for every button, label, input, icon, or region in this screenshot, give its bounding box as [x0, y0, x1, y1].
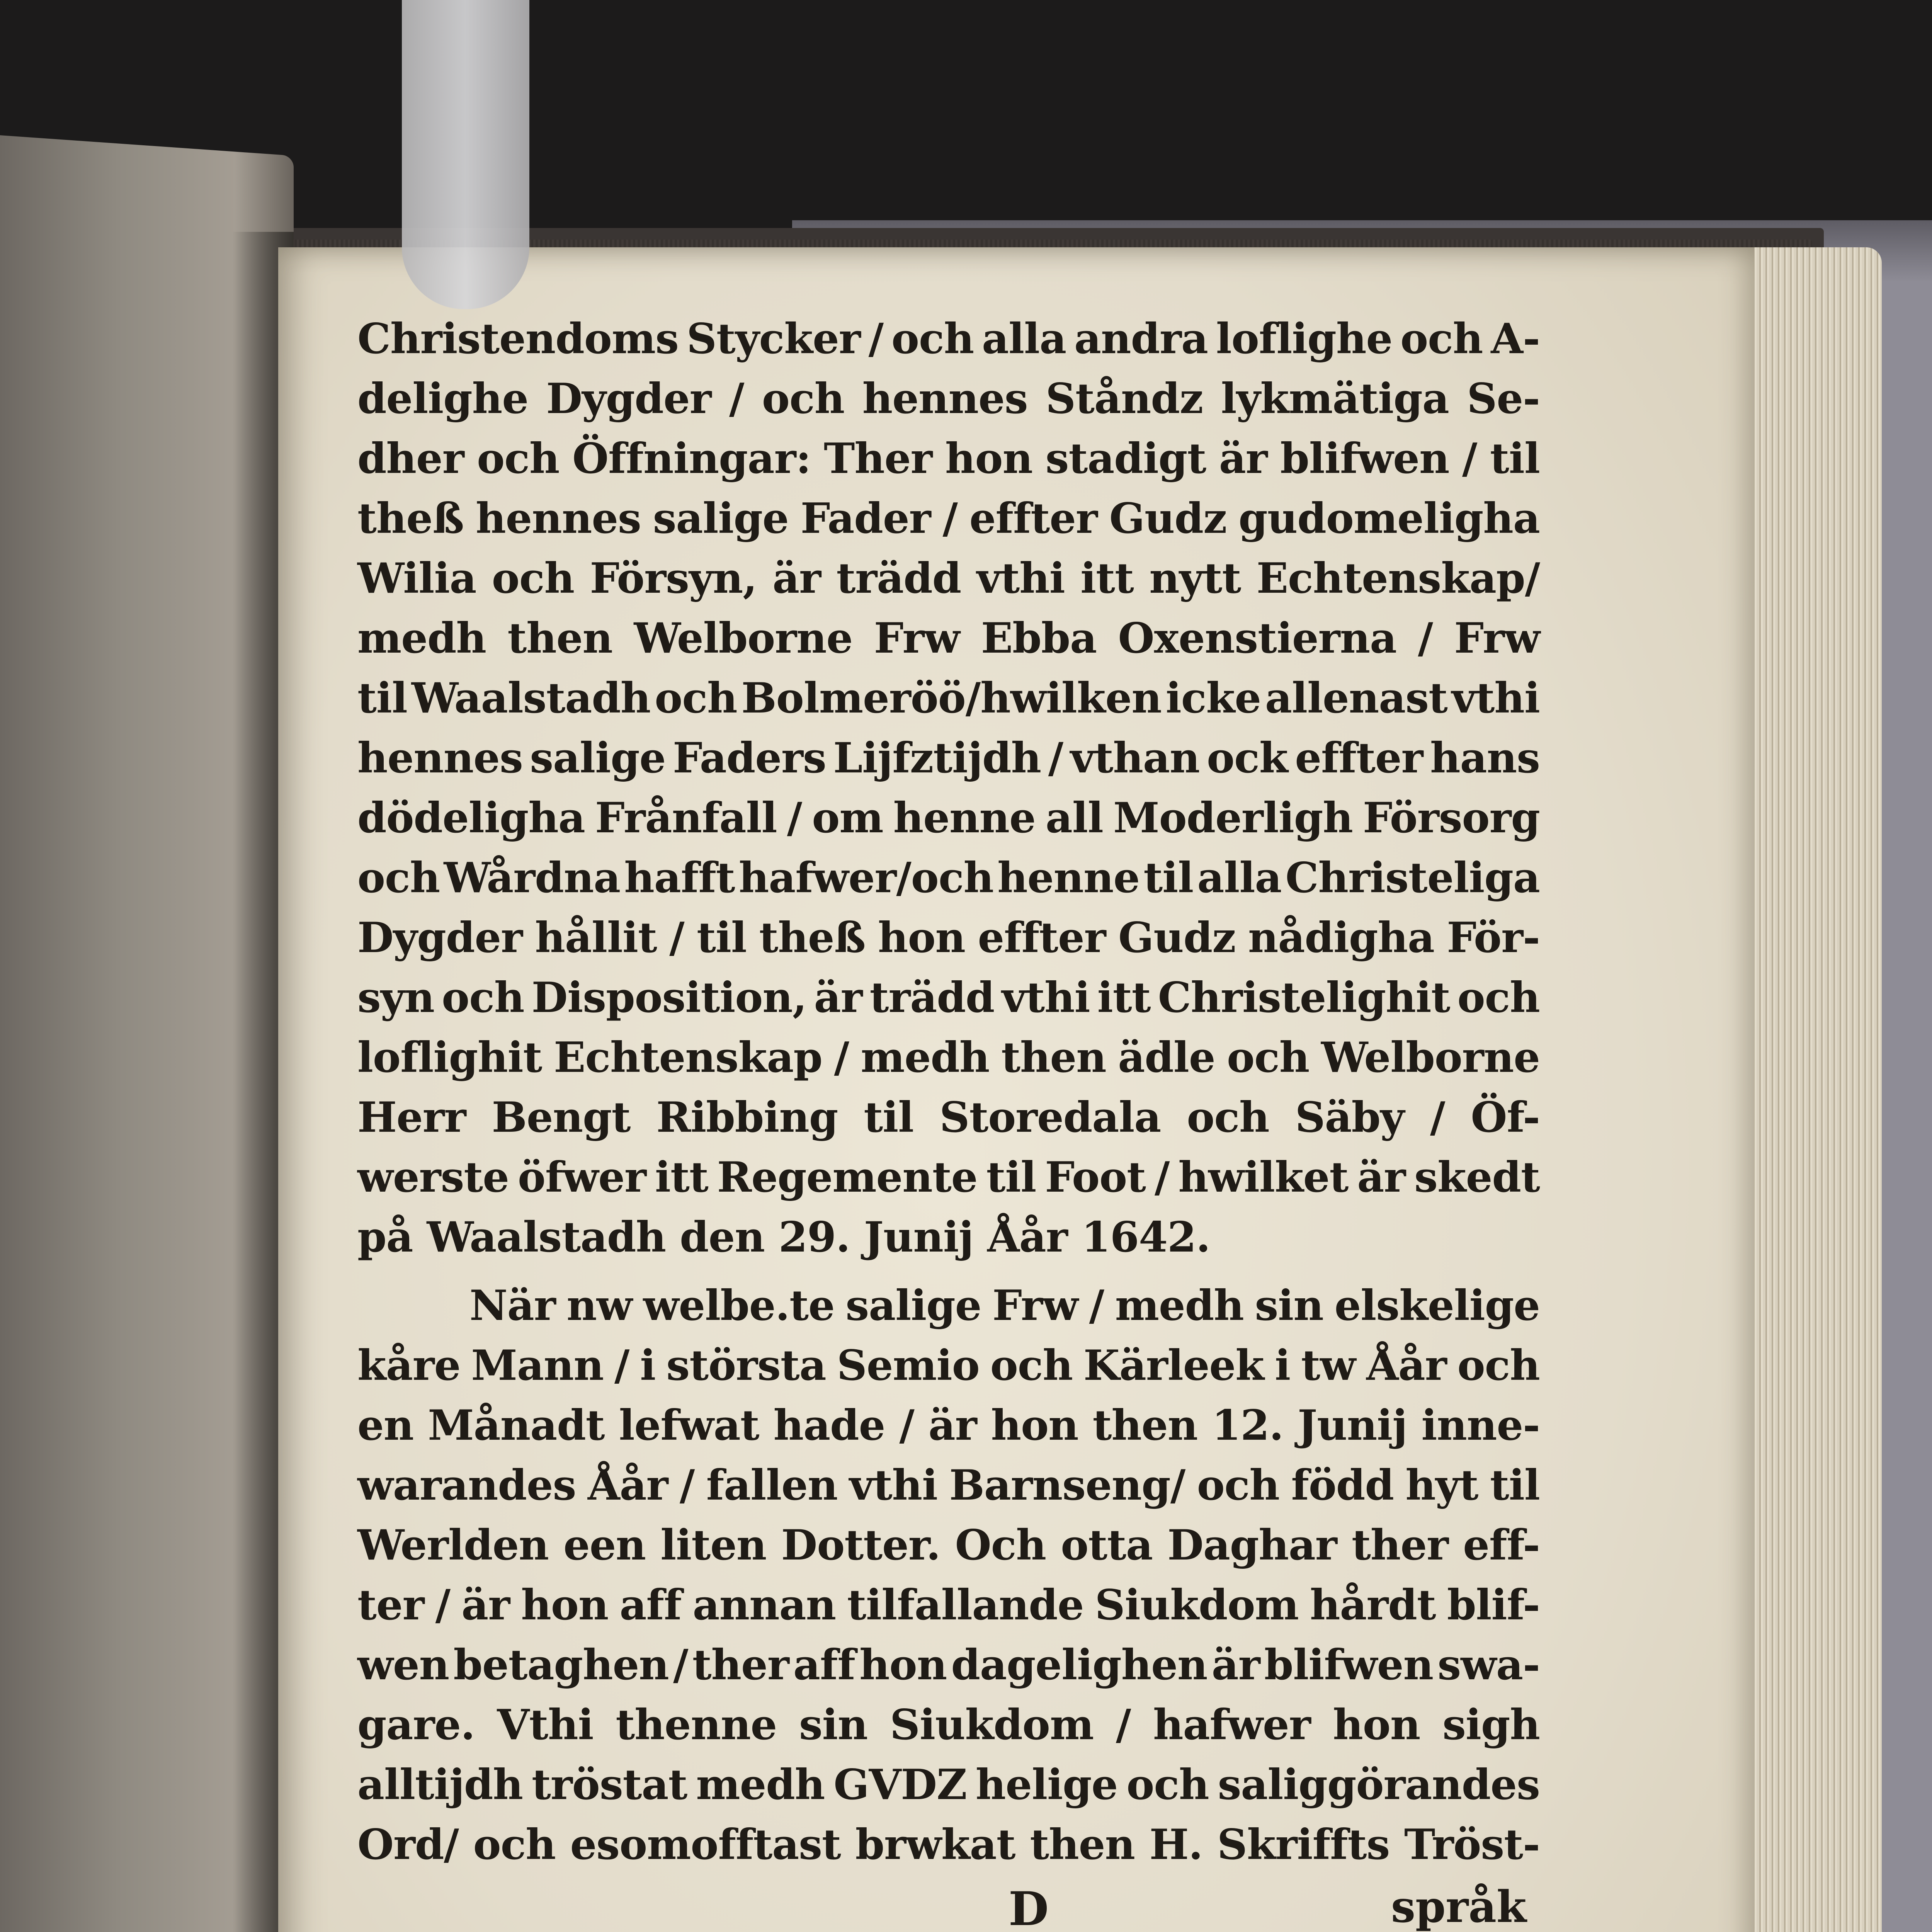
word: icke	[1165, 674, 1261, 723]
word: och	[1457, 973, 1540, 1022]
word: och	[1187, 1093, 1269, 1142]
word: är	[461, 1581, 510, 1629]
text-line	[357, 1456, 1540, 1515]
word: hon	[859, 1641, 947, 1689]
word: A-	[1491, 315, 1540, 363]
word: /	[899, 1401, 914, 1450]
word: är	[814, 973, 862, 1022]
text-line	[357, 1028, 1540, 1088]
text-line	[357, 1148, 1540, 1208]
word: Och	[955, 1521, 1046, 1570]
word: sin	[799, 1701, 868, 1749]
text-line	[357, 1635, 1540, 1695]
word: esomofftast	[570, 1820, 841, 1869]
word: medh	[1115, 1281, 1244, 1330]
word: /	[1048, 734, 1063, 782]
word: Frånfall	[595, 794, 777, 842]
word: /	[1116, 1701, 1131, 1749]
word: Siukdom	[1095, 1581, 1299, 1629]
word: hafwer	[1153, 1701, 1311, 1749]
word: Foot	[1045, 1153, 1146, 1202]
word: Echtenskap	[554, 1033, 822, 1082]
signature-mark: D	[1009, 1882, 1049, 1932]
word: til	[357, 674, 407, 723]
word: liten	[660, 1521, 767, 1570]
word: Mann	[471, 1341, 604, 1390]
word: brwkat	[855, 1820, 1015, 1869]
word: alla	[1197, 854, 1282, 902]
word: theß	[759, 913, 866, 962]
word: Wårdna	[444, 854, 621, 902]
word: och	[1197, 1461, 1280, 1510]
word: tilfallande	[847, 1581, 1084, 1629]
word: hon	[878, 913, 966, 962]
word: Ord/	[357, 1820, 459, 1869]
word: dher	[357, 434, 464, 483]
word: i	[1275, 1341, 1291, 1390]
word: vthi	[976, 554, 1065, 603]
text-line	[357, 1755, 1540, 1815]
word: skedt	[1414, 1153, 1540, 1202]
word: kåre	[357, 1341, 461, 1390]
word: til	[1490, 434, 1540, 483]
word: Ribbing	[656, 1093, 838, 1142]
word: til	[697, 913, 747, 962]
text-line	[357, 1396, 1540, 1456]
word: Gudz	[1118, 913, 1236, 962]
word: syn	[357, 973, 435, 1022]
word: Disposition,	[531, 973, 807, 1022]
word: Frw	[992, 1281, 1078, 1330]
word: fallen	[706, 1461, 838, 1510]
word: medh	[357, 614, 486, 663]
word: medh	[696, 1760, 825, 1809]
word: Regemente	[717, 1153, 978, 1202]
word: Junij	[864, 1213, 973, 1262]
word: Ebba	[981, 614, 1097, 663]
word: och	[891, 315, 974, 363]
word: werste	[357, 1153, 509, 1202]
text-line	[357, 309, 1540, 369]
word: salige	[845, 1281, 981, 1330]
word: hennes	[476, 494, 641, 543]
text-line	[357, 1695, 1540, 1755]
word: Tröst-	[1404, 1820, 1540, 1869]
word: ädle	[1118, 1033, 1215, 1082]
word: loflighit	[357, 1033, 542, 1082]
word: vthi	[1002, 973, 1090, 1022]
word: Försorg	[1363, 794, 1540, 842]
word: Åår	[987, 1213, 1068, 1262]
word: är	[1219, 434, 1267, 483]
word: een	[563, 1521, 646, 1570]
printed-text-block	[357, 309, 1540, 1875]
word: wen	[357, 1641, 449, 1689]
catchword: språk	[1391, 1882, 1527, 1932]
word: nw	[566, 1281, 632, 1330]
word: Lijfztijdh	[833, 734, 1041, 782]
word: och	[1400, 315, 1483, 363]
word: til	[1490, 1461, 1540, 1510]
word: /	[729, 374, 744, 423]
word: Öf-	[1471, 1093, 1540, 1142]
text-line	[357, 429, 1540, 489]
word: sin	[1255, 1281, 1323, 1330]
word: blifwen	[1264, 1641, 1434, 1689]
word: 29.	[778, 1213, 850, 1262]
word: Storedala	[939, 1093, 1161, 1142]
word: Christendoms	[357, 315, 679, 363]
word: GVDZ	[833, 1760, 967, 1809]
word: itt	[1097, 973, 1151, 1022]
word: och	[357, 854, 440, 902]
word: Ståndz	[1045, 374, 1203, 423]
word: welbe.te	[643, 1281, 835, 1330]
word: otta	[1061, 1521, 1153, 1570]
word: delighe	[357, 374, 529, 423]
word: Ther	[823, 434, 932, 483]
word: swa-	[1437, 1641, 1540, 1689]
word: /	[942, 494, 957, 543]
word: vthi	[849, 1461, 938, 1510]
word: en	[357, 1401, 414, 1450]
word: blif-	[1447, 1581, 1540, 1629]
word: Åår	[1366, 1341, 1447, 1390]
word: 12.	[1212, 1401, 1284, 1450]
word: /	[1155, 1153, 1170, 1202]
word: och	[492, 554, 575, 603]
word: gare.	[357, 1701, 475, 1749]
word: och	[473, 1820, 556, 1869]
word: är	[928, 1401, 977, 1450]
word: /	[1418, 614, 1433, 663]
text-line	[357, 1088, 1540, 1148]
text-line	[357, 549, 1540, 609]
text-line	[357, 788, 1540, 848]
word: /	[614, 1341, 629, 1390]
word: til	[1143, 854, 1194, 902]
word: Fader	[800, 494, 931, 543]
word: Skriffts	[1217, 1820, 1390, 1869]
word: För-	[1447, 913, 1540, 962]
word: Moderligh	[1113, 794, 1353, 842]
word: Werlden	[357, 1521, 549, 1570]
word: Öffningar:	[572, 434, 811, 483]
word: och	[655, 674, 737, 723]
word: theß	[357, 494, 464, 543]
word: Semio	[837, 1341, 980, 1390]
text-line	[357, 668, 1540, 728]
word: eff-	[1463, 1521, 1540, 1570]
word: Försyn,	[590, 554, 757, 603]
word: Gudz	[1109, 494, 1227, 543]
word: Vthi	[497, 1701, 594, 1749]
word: Frw	[1454, 614, 1540, 663]
word: medh	[861, 1033, 990, 1082]
word: dagelighen	[951, 1641, 1208, 1689]
word: Herr	[357, 1093, 466, 1142]
word: itt	[1080, 554, 1134, 603]
word: Waalstadh	[427, 1213, 666, 1262]
word: lykmätiga	[1221, 374, 1449, 423]
word: största	[666, 1341, 826, 1390]
word: hwilket	[1178, 1153, 1349, 1202]
word: Åår	[587, 1461, 668, 1510]
word: henne	[893, 794, 1036, 842]
word: hyt	[1405, 1461, 1478, 1510]
word: hafft	[624, 854, 735, 902]
word: Waalstadh	[411, 674, 651, 723]
word: ther	[1352, 1521, 1449, 1570]
word: saliggörandes	[1218, 1760, 1540, 1809]
word: trädd	[836, 554, 961, 603]
word: aff	[793, 1641, 855, 1689]
word: den	[680, 1213, 765, 1262]
word: hafwer/och	[738, 854, 994, 902]
word: annan	[692, 1581, 836, 1629]
word: salige	[530, 734, 666, 782]
word: och	[477, 434, 560, 483]
word: all	[1045, 794, 1103, 842]
word: ter	[357, 1581, 424, 1629]
word: i	[640, 1341, 656, 1390]
text-line	[357, 1815, 1540, 1875]
word: warandes	[357, 1461, 576, 1510]
word: elskelige	[1334, 1281, 1540, 1330]
word: nytt	[1149, 554, 1241, 603]
word: hon	[521, 1581, 609, 1629]
word: 1642.	[1081, 1213, 1210, 1262]
text-line-paragraph-start	[357, 1276, 1540, 1336]
word: then	[1030, 1820, 1135, 1869]
word: är	[1357, 1153, 1406, 1202]
word: och	[442, 973, 524, 1022]
word: Dotter.	[781, 1521, 940, 1570]
word: Welborne	[634, 614, 853, 663]
word: nådigha	[1248, 913, 1435, 962]
word: hårdt	[1310, 1581, 1436, 1629]
word: på	[357, 1213, 413, 1262]
word: och	[1227, 1033, 1310, 1082]
word: Junij	[1298, 1401, 1407, 1450]
word: Barnseng/	[949, 1461, 1185, 1510]
word: är	[1211, 1641, 1260, 1689]
word: Christelighit	[1158, 973, 1450, 1022]
word: öfwer	[517, 1153, 646, 1202]
word: Kärleek	[1083, 1341, 1264, 1390]
word: hållit	[535, 913, 657, 962]
word: /	[669, 913, 684, 962]
word: född	[1291, 1461, 1394, 1510]
word: /	[868, 315, 884, 363]
word: hon	[991, 1401, 1078, 1450]
word: och	[990, 1341, 1073, 1390]
paragraph-gap	[357, 1267, 1540, 1276]
word: gudomeligha	[1238, 494, 1540, 543]
word: helige	[975, 1760, 1118, 1809]
word: Se-	[1467, 374, 1540, 423]
word: hennes	[357, 734, 523, 782]
word: och	[1457, 1341, 1540, 1390]
word: Säby	[1295, 1093, 1404, 1142]
word: Welborne	[1321, 1033, 1540, 1082]
word: /	[673, 1641, 688, 1689]
word: hennes	[862, 374, 1028, 423]
word: sigh	[1442, 1701, 1540, 1749]
word: effter	[969, 494, 1097, 543]
text-line	[357, 968, 1540, 1028]
word: aff	[619, 1581, 682, 1629]
word: och	[762, 374, 845, 423]
word: Frw	[874, 614, 960, 663]
word: H.	[1149, 1820, 1203, 1869]
word: hans	[1430, 734, 1540, 782]
word: om	[812, 794, 883, 842]
word: /	[679, 1461, 695, 1510]
word: Oxenstierna	[1118, 614, 1397, 663]
word: inne-	[1421, 1401, 1540, 1450]
word: salige	[653, 494, 789, 543]
text-line	[357, 908, 1540, 968]
word: hade	[773, 1401, 885, 1450]
word: thenne	[616, 1701, 777, 1749]
text-line	[357, 848, 1540, 908]
word: betaghen	[453, 1641, 669, 1689]
word: itt	[655, 1153, 708, 1202]
word: /	[1462, 434, 1477, 483]
word: Bengt	[492, 1093, 631, 1142]
word: Stycker	[686, 315, 861, 363]
bookmark-strip	[402, 0, 529, 309]
word: allenast	[1265, 674, 1447, 723]
word: När	[469, 1281, 556, 1330]
word: hon	[1333, 1701, 1420, 1749]
word: vthan	[1070, 734, 1200, 782]
word: stadigt	[1045, 434, 1206, 483]
text-line	[357, 1515, 1540, 1575]
word: then	[1092, 1401, 1198, 1450]
word: trädd	[869, 973, 995, 1022]
text-line	[357, 609, 1540, 668]
word: alla	[982, 315, 1066, 363]
text-line	[357, 728, 1540, 788]
word: Bolmeröö/hwilken	[741, 674, 1162, 723]
word: Siukdom	[890, 1701, 1094, 1749]
word: lefwat	[619, 1401, 759, 1450]
word: /	[435, 1581, 451, 1629]
word: tw	[1301, 1341, 1355, 1390]
word: til	[986, 1153, 1036, 1202]
word: /	[834, 1033, 849, 1082]
word: effter	[978, 913, 1106, 962]
word: ock	[1207, 734, 1288, 782]
word: hon	[945, 434, 1033, 483]
text-line	[357, 1336, 1540, 1396]
word: vthi	[1451, 674, 1540, 723]
word: /	[1430, 1093, 1445, 1142]
word: Christeliga	[1285, 854, 1540, 902]
word: alltijdh	[357, 1760, 523, 1809]
word: loflighe	[1216, 315, 1393, 363]
word: och	[1126, 1760, 1209, 1809]
word: effter	[1295, 734, 1423, 782]
word: Dygder	[546, 374, 711, 423]
text-line	[357, 489, 1540, 549]
text-line-paragraph-end	[357, 1208, 1540, 1267]
word: är	[772, 554, 821, 603]
text-line	[357, 369, 1540, 429]
word: dödeligha	[357, 794, 585, 842]
word: /	[787, 794, 802, 842]
word: Månadt	[428, 1401, 605, 1450]
word: til	[864, 1093, 914, 1142]
word: Wilia	[357, 554, 476, 603]
word: tröstat	[532, 1760, 687, 1809]
word: andra	[1074, 315, 1208, 363]
word: henne	[997, 854, 1140, 902]
word: ther	[692, 1641, 789, 1689]
word: blifwen	[1280, 434, 1449, 483]
word: Daghar	[1167, 1521, 1337, 1570]
word: then	[507, 614, 613, 663]
word: then	[1001, 1033, 1106, 1082]
word: Faders	[673, 734, 826, 782]
word: Echtenskap/	[1256, 554, 1540, 603]
word: /	[1089, 1281, 1104, 1330]
text-line	[357, 1575, 1540, 1635]
word: Dygder	[357, 913, 523, 962]
